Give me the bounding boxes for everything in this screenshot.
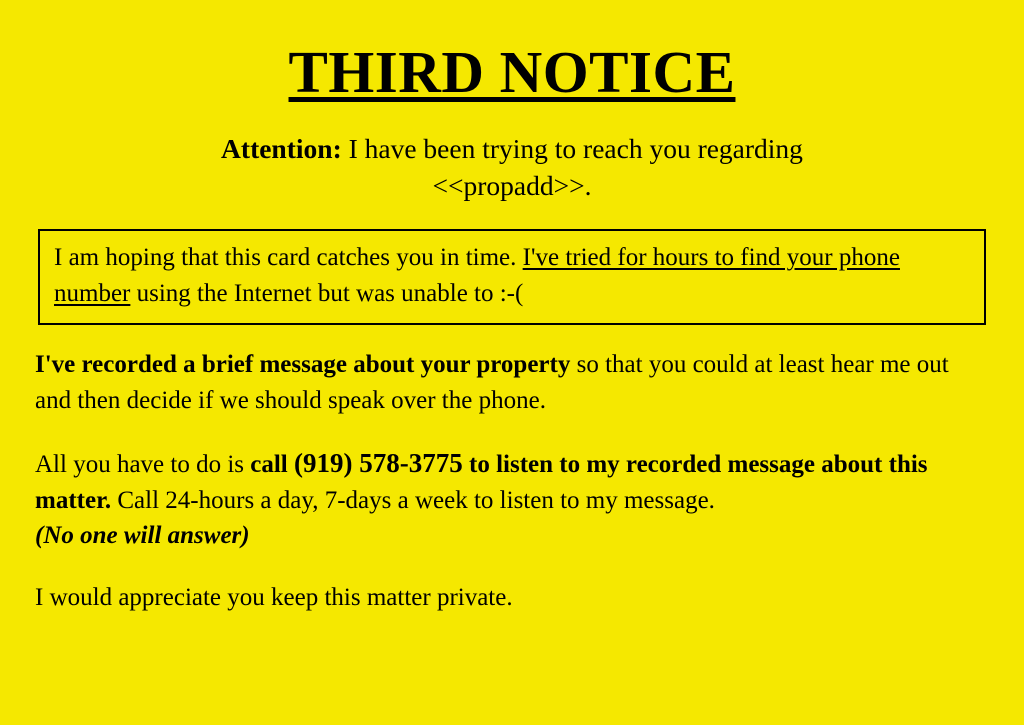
paragraph2-bold-tail: to listen to my recorded message about this matter. (35, 451, 928, 514)
boxed-note-part1: I am hoping that this card catches you in time. (54, 244, 523, 272)
paragraph2-pre: All you have to do is (35, 451, 251, 479)
attention-second-line: <<propadd>>. (432, 170, 592, 202)
paragraph2-italic-note: (No one will answer) (35, 522, 250, 550)
paragraph-recorded-message (35, 347, 989, 418)
attention-text: I have been trying to reach you regarding (341, 132, 803, 164)
boxed-note-underlined: I've tried for hours to find your phone number (54, 244, 900, 307)
paragraph-privacy: I would appreciate you keep this matter private. (35, 583, 513, 611)
attention-block (0, 130, 1024, 204)
boxed-note (38, 229, 986, 325)
paragraph-call-instructions (35, 444, 989, 554)
body-text (35, 347, 989, 615)
paragraph1-rest: so that you could at least hear me out and then decide if we should speak over the phone. (35, 351, 949, 414)
phone-number: (919) 578-3775 (294, 448, 463, 479)
page-title (0, 0, 1024, 104)
page-title-text: THIRD NOTICE (288, 39, 736, 105)
paragraph1-bold: I've recorded a brief message about your property (35, 351, 571, 379)
paragraph2-rest: Call 24-hours a day, 7-days a week to listen to my message. (111, 486, 715, 514)
boxed-note-part2: using the Internet but was unable to :-( (130, 279, 524, 307)
attention-label: Attention: (221, 132, 342, 164)
paragraph2-call-label: call (250, 451, 295, 479)
